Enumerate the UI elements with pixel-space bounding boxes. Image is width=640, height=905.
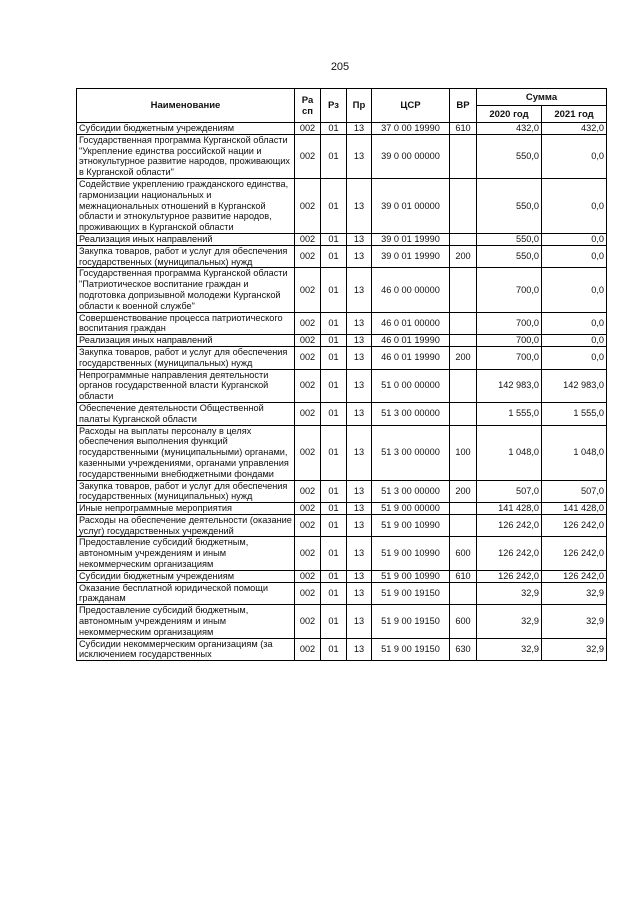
cell-rasp: 002 — [295, 425, 321, 480]
cell-rasp: 002 — [295, 537, 321, 570]
cell-vr: 600 — [450, 537, 477, 570]
cell-vr — [450, 233, 477, 245]
table-row — [77, 638, 607, 661]
cell-sum-2020: 432,0 — [477, 123, 542, 135]
cell-rasp: 002 — [295, 514, 321, 537]
cell-rz: 01 — [321, 268, 347, 312]
cell-rasp: 002 — [295, 335, 321, 347]
cell-pr: 13 — [347, 369, 372, 402]
table-row — [77, 425, 607, 480]
cell-csr: 51 3 00 00000 — [372, 480, 450, 503]
cell-rasp: 002 — [295, 638, 321, 661]
cell-rz: 01 — [321, 638, 347, 661]
table-row — [77, 245, 607, 268]
cell-rasp: 002 — [295, 123, 321, 135]
cell-sum-2020: 700,0 — [477, 312, 542, 335]
cell-rasp: 002 — [295, 369, 321, 402]
cell-pr: 13 — [347, 503, 372, 515]
cell-name: Расходы на обеспечение деятельности (оказание услуг) государственных учреждений — [77, 514, 295, 537]
cell-sum-2020: 126 242,0 — [477, 514, 542, 537]
cell-vr — [450, 514, 477, 537]
cell-sum-2021: 1 555,0 — [542, 402, 607, 425]
cell-rasp: 002 — [295, 312, 321, 335]
cell-rasp: 002 — [295, 233, 321, 245]
cell-rz: 01 — [321, 134, 347, 178]
cell-rasp: 002 — [295, 178, 321, 233]
page-number: 205 — [330, 61, 350, 73]
cell-sum-2021: 1 048,0 — [542, 425, 607, 480]
cell-pr: 13 — [347, 402, 372, 425]
cell-rasp: 002 — [295, 582, 321, 605]
table-row — [77, 582, 607, 605]
cell-pr: 13 — [347, 233, 372, 245]
cell-csr: 51 9 00 19150 — [372, 605, 450, 638]
cell-pr: 13 — [347, 178, 372, 233]
cell-csr: 37 0 00 19990 — [372, 123, 450, 135]
cell-pr: 13 — [347, 346, 372, 369]
cell-pr: 13 — [347, 245, 372, 268]
table-row — [77, 402, 607, 425]
cell-csr: 39 0 01 19990 — [372, 233, 450, 245]
cell-rz: 01 — [321, 178, 347, 233]
cell-rasp: 002 — [295, 503, 321, 515]
cell-name: Оказание бесплатной юридической помощи гражданам — [77, 582, 295, 605]
table-row — [77, 312, 607, 335]
cell-pr: 13 — [347, 335, 372, 347]
cell-csr: 51 9 00 19150 — [372, 582, 450, 605]
cell-sum-2020: 700,0 — [477, 335, 542, 347]
cell-vr: 200 — [450, 245, 477, 268]
cell-vr — [450, 503, 477, 515]
cell-sum-2021: 0,0 — [542, 268, 607, 312]
cell-sum-2020: 550,0 — [477, 178, 542, 233]
table-row — [77, 480, 607, 503]
cell-sum-2021: 126 242,0 — [542, 537, 607, 570]
table-row — [77, 369, 607, 402]
cell-sum-2020: 141 428,0 — [477, 503, 542, 515]
cell-pr: 13 — [347, 425, 372, 480]
cell-rasp: 002 — [295, 134, 321, 178]
cell-sum-2021: 0,0 — [542, 346, 607, 369]
cell-csr: 39 0 01 00000 — [372, 178, 450, 233]
cell-sum-2021: 141 428,0 — [542, 503, 607, 515]
budget-table — [76, 88, 607, 661]
cell-vr: 200 — [450, 346, 477, 369]
cell-name: Предоставление субсидий бюджетным, автономным учреждениям и иным некоммерческим организациям — [77, 537, 295, 570]
cell-csr: 51 9 00 00000 — [372, 503, 450, 515]
cell-rz: 01 — [321, 245, 347, 268]
table-row — [77, 537, 607, 570]
cell-sum-2020: 32,9 — [477, 638, 542, 661]
cell-sum-2020: 700,0 — [477, 268, 542, 312]
cell-sum-2020: 550,0 — [477, 233, 542, 245]
cell-vr — [450, 582, 477, 605]
cell-name: Реализация иных направлений — [77, 233, 295, 245]
cell-vr: 200 — [450, 480, 477, 503]
cell-sum-2021: 0,0 — [542, 245, 607, 268]
cell-name: Совершенствование процесса патриотического воспитания граждан — [77, 312, 295, 335]
header-name: Наименование — [77, 89, 295, 123]
cell-sum-2020: 1 048,0 — [477, 425, 542, 480]
table-row — [77, 503, 607, 515]
cell-csr: 51 9 00 10990 — [372, 570, 450, 582]
cell-sum-2020: 550,0 — [477, 134, 542, 178]
cell-csr: 46 0 00 00000 — [372, 268, 450, 312]
cell-pr: 13 — [347, 638, 372, 661]
cell-name: Расходы на выплаты персоналу в целях обеспечения выполнения функций государственными (муниципальными) органами, казенными учреждениями, органами управления государственными внебюджетными фондами — [77, 425, 295, 480]
header-pr: Пр — [347, 89, 372, 123]
cell-vr — [450, 134, 477, 178]
cell-rasp: 002 — [295, 605, 321, 638]
cell-rz: 01 — [321, 514, 347, 537]
cell-csr: 46 0 01 19990 — [372, 346, 450, 369]
header-rasp: Ра сп — [295, 89, 321, 123]
cell-rz: 01 — [321, 312, 347, 335]
cell-sum-2020: 32,9 — [477, 582, 542, 605]
cell-vr — [450, 268, 477, 312]
cell-sum-2020: 126 242,0 — [477, 570, 542, 582]
cell-sum-2020: 700,0 — [477, 346, 542, 369]
table-row — [77, 268, 607, 312]
cell-rasp: 002 — [295, 402, 321, 425]
cell-vr — [450, 178, 477, 233]
cell-name: Содействие укреплению гражданского единства, гармонизации национальных и межнациональных отношений в Курганской области и этнокультурное развитие народов, проживающих в Курганской области — [77, 178, 295, 233]
cell-sum-2021: 32,9 — [542, 605, 607, 638]
cell-name: Субсидии бюджетным учреждениям — [77, 123, 295, 135]
cell-csr: 51 9 00 10990 — [372, 514, 450, 537]
table-row — [77, 134, 607, 178]
cell-csr: 51 9 00 10990 — [372, 537, 450, 570]
cell-vr: 100 — [450, 425, 477, 480]
cell-rz: 01 — [321, 605, 347, 638]
cell-rasp: 002 — [295, 480, 321, 503]
cell-name: Субсидии некоммерческим организациям (за исключением государственных — [77, 638, 295, 661]
cell-sum-2021: 142 983,0 — [542, 369, 607, 402]
cell-name: Реализация иных направлений — [77, 335, 295, 347]
cell-sum-2021: 126 242,0 — [542, 570, 607, 582]
table-header — [77, 89, 607, 123]
table-row — [77, 346, 607, 369]
cell-sum-2020: 142 983,0 — [477, 369, 542, 402]
table-row — [77, 335, 607, 347]
table-body — [77, 123, 607, 661]
cell-pr: 13 — [347, 537, 372, 570]
cell-name: Государственная программа Курганской области "Укрепление единства российской нации и этнокультурное развитие народов, проживающих в Курганской области" — [77, 134, 295, 178]
cell-pr: 13 — [347, 123, 372, 135]
cell-rasp: 002 — [295, 570, 321, 582]
cell-name: Предоставление субсидий бюджетным, автономным учреждениям и иным некоммерческим организациям — [77, 605, 295, 638]
cell-sum-2021: 0,0 — [542, 312, 607, 335]
cell-pr: 13 — [347, 582, 372, 605]
cell-rz: 01 — [321, 570, 347, 582]
cell-csr: 51 9 00 19150 — [372, 638, 450, 661]
cell-rz: 01 — [321, 233, 347, 245]
cell-sum-2021: 32,9 — [542, 582, 607, 605]
cell-sum-2021: 507,0 — [542, 480, 607, 503]
cell-vr: 630 — [450, 638, 477, 661]
table-row — [77, 514, 607, 537]
cell-vr — [450, 369, 477, 402]
header-sum: Сумма — [477, 89, 607, 106]
cell-sum-2020: 550,0 — [477, 245, 542, 268]
cell-csr: 51 3 00 00000 — [372, 425, 450, 480]
cell-rz: 01 — [321, 582, 347, 605]
cell-vr: 610 — [450, 570, 477, 582]
cell-sum-2021: 0,0 — [542, 335, 607, 347]
cell-rasp: 002 — [295, 245, 321, 268]
cell-name: Непрограммные направления деятельности органов государственной власти Курганской области — [77, 369, 295, 402]
table-row — [77, 178, 607, 233]
header-year-2020: 2020 год — [477, 106, 542, 123]
cell-rz: 01 — [321, 369, 347, 402]
cell-pr: 13 — [347, 312, 372, 335]
cell-csr: 46 0 01 19990 — [372, 335, 450, 347]
cell-rz: 01 — [321, 402, 347, 425]
cell-sum-2021: 0,0 — [542, 178, 607, 233]
cell-pr: 13 — [347, 514, 372, 537]
cell-vr — [450, 312, 477, 335]
cell-sum-2021: 432,0 — [542, 123, 607, 135]
cell-name: Субсидии бюджетным учреждениям — [77, 570, 295, 582]
cell-sum-2020: 507,0 — [477, 480, 542, 503]
cell-pr: 13 — [347, 605, 372, 638]
cell-name: Закупка товаров, работ и услуг для обеспечения государственных (муниципальных) нужд — [77, 346, 295, 369]
header-vr: ВР — [450, 89, 477, 123]
table-row — [77, 605, 607, 638]
cell-rz: 01 — [321, 503, 347, 515]
cell-pr: 13 — [347, 134, 372, 178]
cell-name: Государственная программа Курганской области "Патриотическое воспитание граждан и подготовка допризывной молодежи Курганской области к военной службе" — [77, 268, 295, 312]
cell-sum-2021: 32,9 — [542, 638, 607, 661]
cell-csr: 39 0 01 19990 — [372, 245, 450, 268]
cell-vr: 610 — [450, 123, 477, 135]
cell-sum-2020: 32,9 — [477, 605, 542, 638]
header-rz: Рз — [321, 89, 347, 123]
cell-rz: 01 — [321, 346, 347, 369]
cell-name: Иные непрограммные мероприятия — [77, 503, 295, 515]
cell-rz: 01 — [321, 123, 347, 135]
cell-csr: 39 0 00 00000 — [372, 134, 450, 178]
cell-sum-2020: 126 242,0 — [477, 537, 542, 570]
cell-vr — [450, 335, 477, 347]
cell-name: Обеспечение деятельности Общественной палаты Курганской области — [77, 402, 295, 425]
cell-rz: 01 — [321, 425, 347, 480]
cell-pr: 13 — [347, 570, 372, 582]
table-row — [77, 123, 607, 135]
cell-vr: 600 — [450, 605, 477, 638]
cell-name: Закупка товаров, работ и услуг для обеспечения государственных (муниципальных) нужд — [77, 480, 295, 503]
header-year-2021: 2021 год — [542, 106, 607, 123]
cell-rz: 01 — [321, 537, 347, 570]
cell-sum-2021: 126 242,0 — [542, 514, 607, 537]
cell-vr — [450, 402, 477, 425]
cell-csr: 46 0 01 00000 — [372, 312, 450, 335]
cell-sum-2021: 0,0 — [542, 233, 607, 245]
cell-rasp: 002 — [295, 268, 321, 312]
cell-sum-2020: 1 555,0 — [477, 402, 542, 425]
cell-rz: 01 — [321, 480, 347, 503]
cell-csr: 51 0 00 00000 — [372, 369, 450, 402]
cell-pr: 13 — [347, 268, 372, 312]
cell-sum-2021: 0,0 — [542, 134, 607, 178]
cell-name: Закупка товаров, работ и услуг для обеспечения государственных (муниципальных) нужд — [77, 245, 295, 268]
table-row — [77, 570, 607, 582]
cell-pr: 13 — [347, 480, 372, 503]
cell-rz: 01 — [321, 335, 347, 347]
header-csr: ЦСР — [372, 89, 450, 123]
cell-csr: 51 3 00 00000 — [372, 402, 450, 425]
cell-rasp: 002 — [295, 346, 321, 369]
table-row — [77, 233, 607, 245]
